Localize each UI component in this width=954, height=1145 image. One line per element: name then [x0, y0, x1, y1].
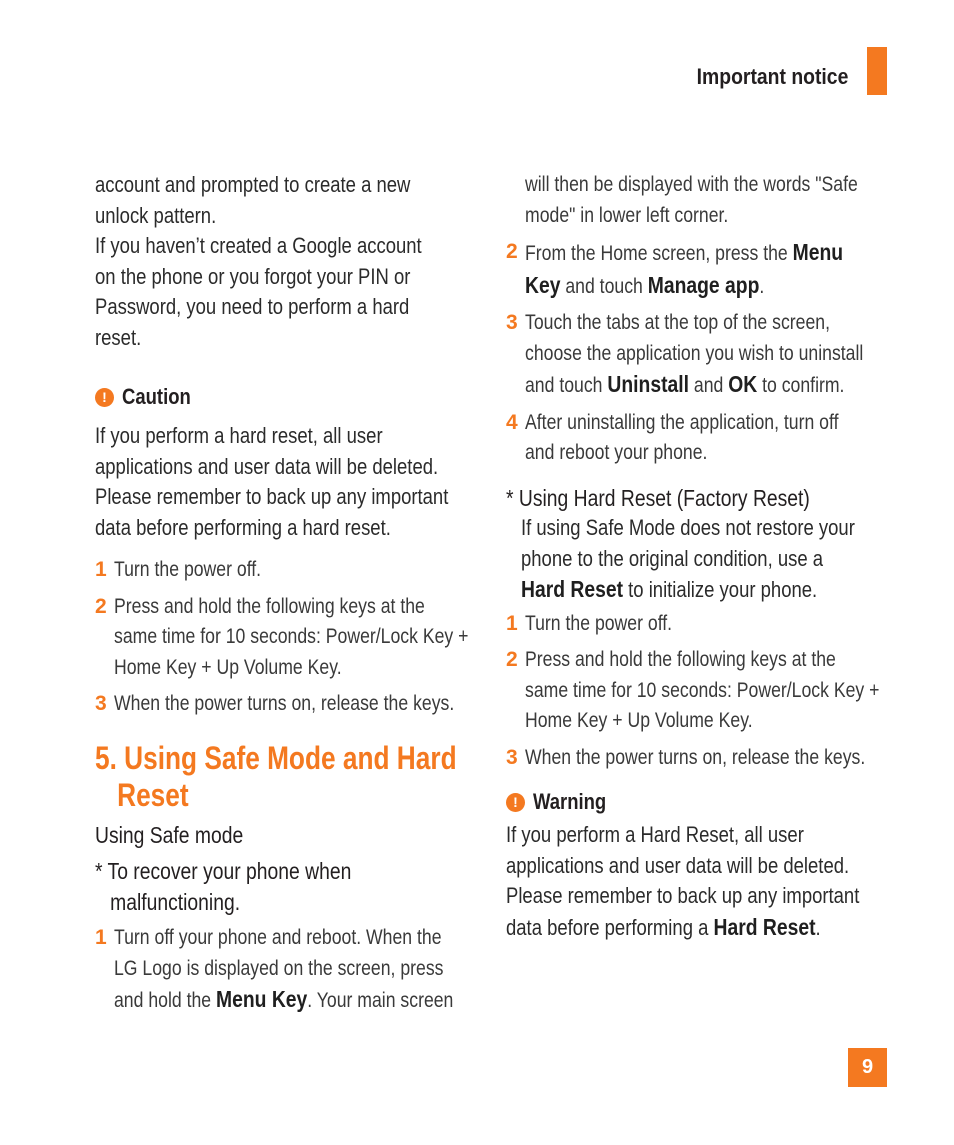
manage-app-label: Manage app — [647, 271, 760, 298]
text-line: When the power turns on, release the keys. — [114, 692, 455, 715]
step-item — [506, 609, 906, 640]
exclamation-circle-icon: ! — [506, 793, 525, 812]
hard-reset-heading — [506, 483, 906, 514]
page-number-badge: 9 — [848, 1048, 887, 1087]
text-line: will then be displayed with the words "Safe — [525, 173, 858, 196]
caution-heading — [95, 382, 495, 412]
warning-heading — [506, 787, 906, 817]
text-line: When the power turns on, release the keys. — [525, 745, 866, 769]
hard-reset-steps — [95, 555, 495, 720]
caution-body — [95, 421, 495, 543]
text-line — [114, 984, 454, 1017]
text-line: Password, you need to perform a hard — [95, 294, 410, 319]
text-line: After uninstalling the application, turn off — [525, 410, 839, 434]
step-number: 1 — [95, 558, 107, 581]
header-accent-bar — [867, 47, 887, 95]
text-line: Touch the tabs at the top of the screen, — [525, 311, 830, 334]
exclamation-circle-icon: ! — [95, 388, 114, 407]
ok-label: OK — [728, 371, 758, 397]
text-line: account and prompted to create a new — [95, 172, 411, 197]
continued-step — [506, 170, 906, 231]
text-line: choose the application you wish to uninstall — [525, 341, 864, 365]
text-line: Turn the power off. — [114, 558, 262, 581]
safe-mode-step-4 — [506, 408, 906, 469]
left-column — [95, 170, 495, 1017]
text-line: Home Key + Up Volume Key. — [525, 709, 753, 732]
text-line: If you perform a hard reset, all user — [95, 423, 383, 448]
caution-title: Caution — [122, 384, 191, 409]
safe-mode-step-1 — [95, 923, 495, 1017]
text-segment: and — [688, 374, 729, 397]
text-segment: From the Home screen, press the — [525, 242, 793, 265]
step-number: 2 — [95, 594, 107, 618]
safe-mode-step-2 — [506, 237, 906, 302]
text-line: applications and user data will be deleted. — [506, 852, 850, 878]
step-number: 4 — [506, 410, 518, 434]
text-segment: . Your main screen — [307, 989, 454, 1012]
section-title — [95, 740, 495, 814]
step-number: 3 — [506, 311, 518, 334]
text-line: unlock pattern. — [95, 202, 217, 228]
text-segment: . — [815, 914, 821, 940]
text-line: Press and hold the following keys at the — [525, 648, 836, 671]
page-header-title: Important notice — [696, 64, 848, 89]
text-line: mode" in lower left corner. — [525, 203, 729, 227]
hard-reset-intro — [506, 513, 906, 606]
text-line: data before performing a hard reset. — [95, 514, 391, 540]
step-number: 3 — [506, 745, 518, 769]
step-item — [95, 555, 495, 586]
text-line: Please remember to back up any important — [95, 484, 449, 509]
text-line — [525, 369, 845, 402]
text-line: Turn off your phone and reboot. When the — [114, 926, 442, 949]
warning-body — [506, 820, 906, 943]
recover-heading — [95, 856, 495, 917]
step-number: 2 — [506, 648, 518, 671]
uninstall-label: Uninstall — [607, 371, 689, 397]
step-item — [95, 689, 495, 720]
text-line: malfunctioning. — [110, 888, 241, 915]
text-line: Turn the power off. — [525, 611, 673, 635]
hard-reset-label: Hard Reset — [521, 576, 624, 602]
text-line: applications and user data will be deleted. — [95, 453, 439, 479]
menu-key-label: Menu — [792, 239, 844, 265]
text-segment: to confirm. — [757, 374, 845, 397]
text-line: and reboot your phone. — [525, 441, 708, 464]
intro-paragraph — [95, 170, 495, 353]
text-line: * To recover your phone when — [95, 858, 352, 884]
text-line: If you haven’t created a Google account — [95, 233, 422, 258]
text-line: If using Safe Mode does not restore your — [521, 515, 855, 540]
text-line — [525, 237, 845, 270]
step-number: 2 — [506, 240, 518, 263]
text-line — [521, 574, 844, 606]
step-item — [95, 592, 495, 684]
step-number: 1 — [506, 611, 518, 635]
menu-key-label: Key — [525, 271, 561, 298]
text-line: LG Logo is displayed on the screen, press — [114, 956, 444, 980]
section-subtitle — [95, 820, 495, 851]
text-segment: . — [759, 274, 765, 298]
step-number: 1 — [95, 926, 107, 949]
text-line: same time for 10 seconds: Power/Lock Key + — [525, 678, 880, 702]
menu-key-label: Menu Key — [216, 986, 308, 1012]
text-line: Home Key + Up Volume Key. — [114, 655, 342, 679]
factory-reset-steps — [506, 609, 906, 774]
subtitle-text: Using Safe mode — [95, 821, 244, 848]
right-column — [506, 170, 906, 943]
text-line: reset. — [95, 324, 142, 350]
text-line: Please remember to back up any important — [506, 883, 860, 908]
text-line: on the phone or you forgot your PIN or — [95, 263, 411, 289]
text-segment: and touch — [525, 374, 608, 397]
text-line: Press and hold the following keys at the — [114, 594, 425, 618]
text-line: If you perform a Hard Reset, all user — [506, 822, 804, 847]
warning-title: Warning — [533, 789, 607, 814]
step-item — [506, 743, 906, 774]
heading-text: * Using Hard Reset (Factory Reset) — [506, 484, 810, 511]
text-line — [525, 270, 845, 303]
text-line: same time for 10 seconds: Power/Lock Key + — [114, 625, 469, 648]
text-segment: to initialize your phone. — [623, 577, 818, 602]
hard-reset-label: Hard Reset — [713, 913, 816, 940]
text-segment: and hold the — [114, 989, 217, 1012]
text-segment: and touch — [560, 274, 648, 298]
text-line — [506, 912, 842, 944]
step-item — [506, 645, 906, 737]
text-segment: data before performing a — [506, 914, 714, 940]
text-line: phone to the original condition, use a — [521, 545, 824, 571]
safe-mode-step-3 — [506, 308, 906, 402]
section-title-line: Reset — [117, 776, 189, 813]
section-title-line: 5. Using Safe Mode and Hard — [95, 739, 457, 776]
step-number: 3 — [95, 692, 107, 715]
